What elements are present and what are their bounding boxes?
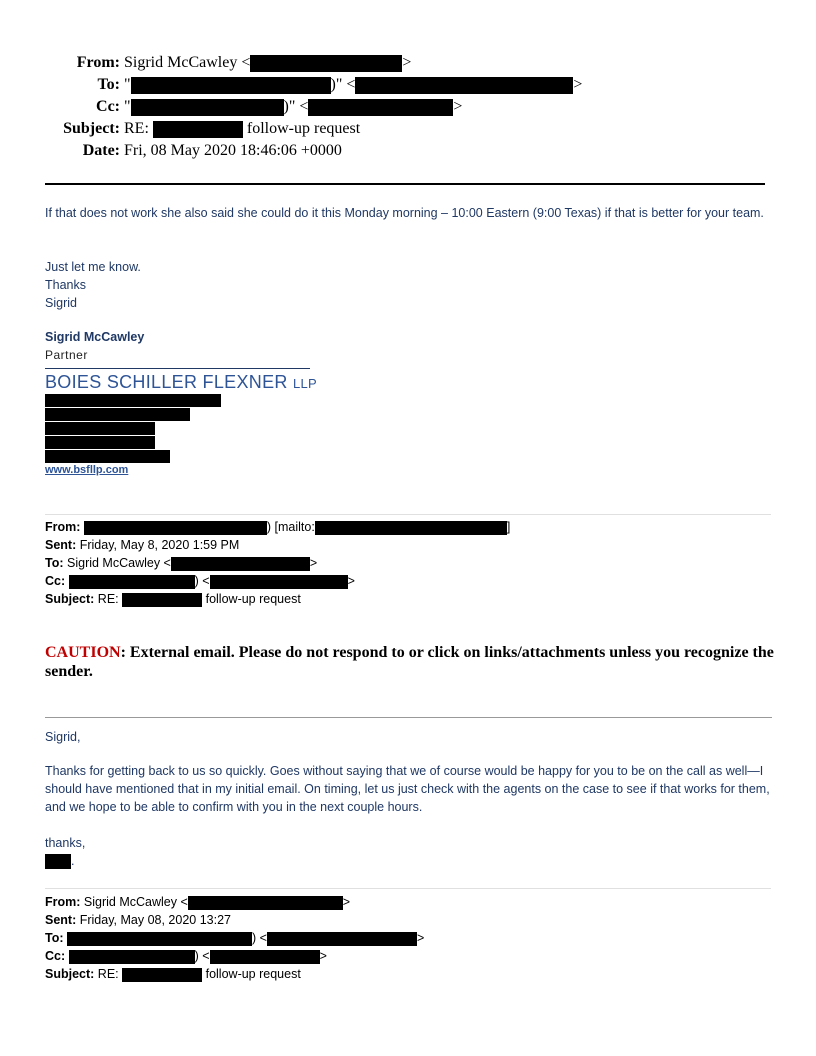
reply2-to-label: To: bbox=[45, 931, 64, 945]
caution-text: : External email. Please do not respond to or click on links/attachments unless you recognize the sender. bbox=[45, 644, 774, 680]
reply2-cc-label: Cc: bbox=[45, 949, 66, 963]
reply2-from-row bbox=[45, 893, 350, 911]
reply1-sent-value: Friday, May 8, 2020 1:59 PM bbox=[79, 538, 240, 552]
header-subject-label: Subject: bbox=[63, 120, 120, 137]
header-subject-prefix: RE: bbox=[124, 120, 149, 137]
message1-line1: If that does not work she also said she could do it this Monday morning – 10:00 Eastern (9:00 Texas) if that is better for your team. bbox=[45, 206, 764, 220]
reply1-subject-suffix: follow-up request bbox=[205, 592, 301, 606]
header-to-open: " bbox=[124, 76, 131, 93]
message2-body: Thanks for getting back to us so quickly. Goes without saying that we of course would be happy for you to be on the call as well—I should have mentioned that in my initial email. On timing, let us just check with the agents on the case to see if that works for them, and we hope to be able to confirm with you in the next couple hours. bbox=[45, 764, 770, 814]
redaction-box bbox=[308, 99, 453, 116]
reply2-subject-label: Subject: bbox=[45, 967, 95, 981]
header-divider bbox=[45, 183, 765, 185]
reply2-sent-row bbox=[45, 911, 231, 929]
reply1-subject-row bbox=[45, 590, 301, 608]
reply2-cc-row bbox=[45, 947, 327, 965]
reply2-subject-prefix: RE: bbox=[97, 967, 119, 981]
message2-signature bbox=[45, 852, 775, 870]
firm-suffix: LLP bbox=[293, 376, 318, 391]
reply1-subject-label: Subject: bbox=[45, 592, 95, 606]
header-to-label: To: bbox=[97, 76, 120, 93]
header-to-mid: )" < bbox=[330, 76, 356, 93]
reply1-sent-label: Sent: bbox=[45, 538, 77, 552]
redaction-box bbox=[45, 422, 155, 435]
redaction-box bbox=[45, 854, 71, 869]
redaction-box bbox=[267, 932, 417, 946]
reply2-to-mid: ) < bbox=[252, 931, 267, 945]
reply1-cc-end: > bbox=[347, 574, 355, 588]
header-from-label: From: bbox=[76, 54, 120, 71]
header-cc-label: Cc: bbox=[96, 98, 120, 115]
redaction-box bbox=[69, 950, 195, 964]
redaction-box bbox=[131, 77, 331, 94]
reply2-to-row bbox=[45, 929, 424, 947]
caution-label: CAUTION bbox=[45, 644, 121, 661]
redaction-box bbox=[122, 593, 202, 607]
reply1-cc-mid: ) < bbox=[194, 574, 210, 588]
message1-line3: Thanks bbox=[45, 278, 86, 292]
reply1-subject-prefix: RE: bbox=[97, 592, 119, 606]
reply1-to-label: To: bbox=[45, 556, 64, 570]
firm-name: BOIES SCHILLER FLEXNER bbox=[45, 372, 288, 392]
reply2-to-end: > bbox=[416, 931, 425, 945]
redaction-box bbox=[250, 55, 402, 72]
redaction-box bbox=[188, 896, 343, 910]
reply1-divider bbox=[45, 514, 771, 515]
redaction-box bbox=[210, 950, 320, 964]
message2-closing: thanks, bbox=[45, 836, 86, 850]
reply1-from-label: From: bbox=[45, 520, 81, 534]
reply2-from-label: From: bbox=[45, 895, 81, 909]
header-cc-row bbox=[0, 96, 462, 118]
reply1-to-row bbox=[45, 554, 317, 572]
header-cc-end: > bbox=[453, 98, 463, 115]
firm-website-link[interactable]: www.bsfllp.com bbox=[45, 464, 129, 476]
redaction-box bbox=[84, 521, 267, 535]
header-date-label: Date: bbox=[82, 142, 120, 159]
reply2-from-end: > bbox=[342, 895, 351, 909]
header-from-row bbox=[0, 52, 411, 74]
reply1-from-end: ] bbox=[506, 520, 511, 534]
header-date-value: Fri, 08 May 2020 18:46:06 +0000 bbox=[124, 142, 342, 159]
reply2-subject-suffix: follow-up request bbox=[205, 967, 301, 981]
reply1-cc-row bbox=[45, 572, 355, 590]
header-from-name: Sigrid McCawley < bbox=[124, 54, 251, 71]
header-cc-mid: )" < bbox=[283, 98, 309, 115]
header-to-end: > bbox=[573, 76, 583, 93]
reply2-subject-row bbox=[45, 965, 301, 983]
message1-line2: Just let me know. bbox=[45, 260, 141, 274]
reply2-sent-label: Sent: bbox=[45, 913, 77, 927]
firm-logo bbox=[45, 372, 317, 393]
redaction-box bbox=[315, 521, 507, 535]
header-from-end: > bbox=[402, 54, 412, 71]
redaction-box bbox=[131, 99, 284, 116]
redaction-box bbox=[122, 968, 202, 982]
caution-banner bbox=[45, 643, 775, 681]
reply1-from-row bbox=[45, 518, 510, 536]
reply2-cc-end: > bbox=[319, 949, 327, 963]
header-date-row bbox=[0, 140, 342, 162]
message2-divider bbox=[45, 717, 772, 718]
signature-name: Sigrid McCawley bbox=[45, 330, 145, 344]
redaction-box bbox=[171, 557, 310, 571]
header-subject-row bbox=[0, 118, 360, 140]
reply1-to-value: Sigrid McCawley < bbox=[67, 556, 171, 570]
reply2-divider bbox=[45, 888, 771, 889]
message2-greeting: Sigrid, bbox=[45, 730, 81, 744]
signature-role: Partner bbox=[45, 348, 88, 362]
header-cc-open: " bbox=[124, 98, 131, 115]
reply1-sent-row bbox=[45, 536, 239, 554]
reply1-from-mid: ) [mailto: bbox=[266, 520, 315, 534]
redaction-box bbox=[45, 394, 221, 407]
reply1-cc-label: Cc: bbox=[45, 574, 66, 588]
redaction-box bbox=[45, 408, 190, 421]
redaction-box bbox=[45, 450, 170, 463]
reply2-cc-mid: ) < bbox=[194, 949, 210, 963]
reply2-from-value: Sigrid McCawley < bbox=[83, 895, 188, 909]
message1-line4: Sigrid bbox=[45, 296, 77, 310]
reply2-sent-value: Friday, May 08, 2020 13:27 bbox=[79, 913, 231, 927]
redaction-box bbox=[355, 77, 573, 94]
message2-sig-end: . bbox=[71, 854, 75, 868]
signature-rule bbox=[45, 368, 310, 369]
header-subject-suffix: follow-up request bbox=[246, 120, 361, 137]
redaction-box bbox=[153, 121, 243, 138]
redaction-box bbox=[210, 575, 348, 589]
header-to-row bbox=[0, 74, 582, 96]
redaction-box bbox=[45, 436, 155, 449]
redaction-box bbox=[67, 932, 252, 946]
reply1-to-end: > bbox=[309, 556, 318, 570]
redaction-box bbox=[69, 575, 195, 589]
